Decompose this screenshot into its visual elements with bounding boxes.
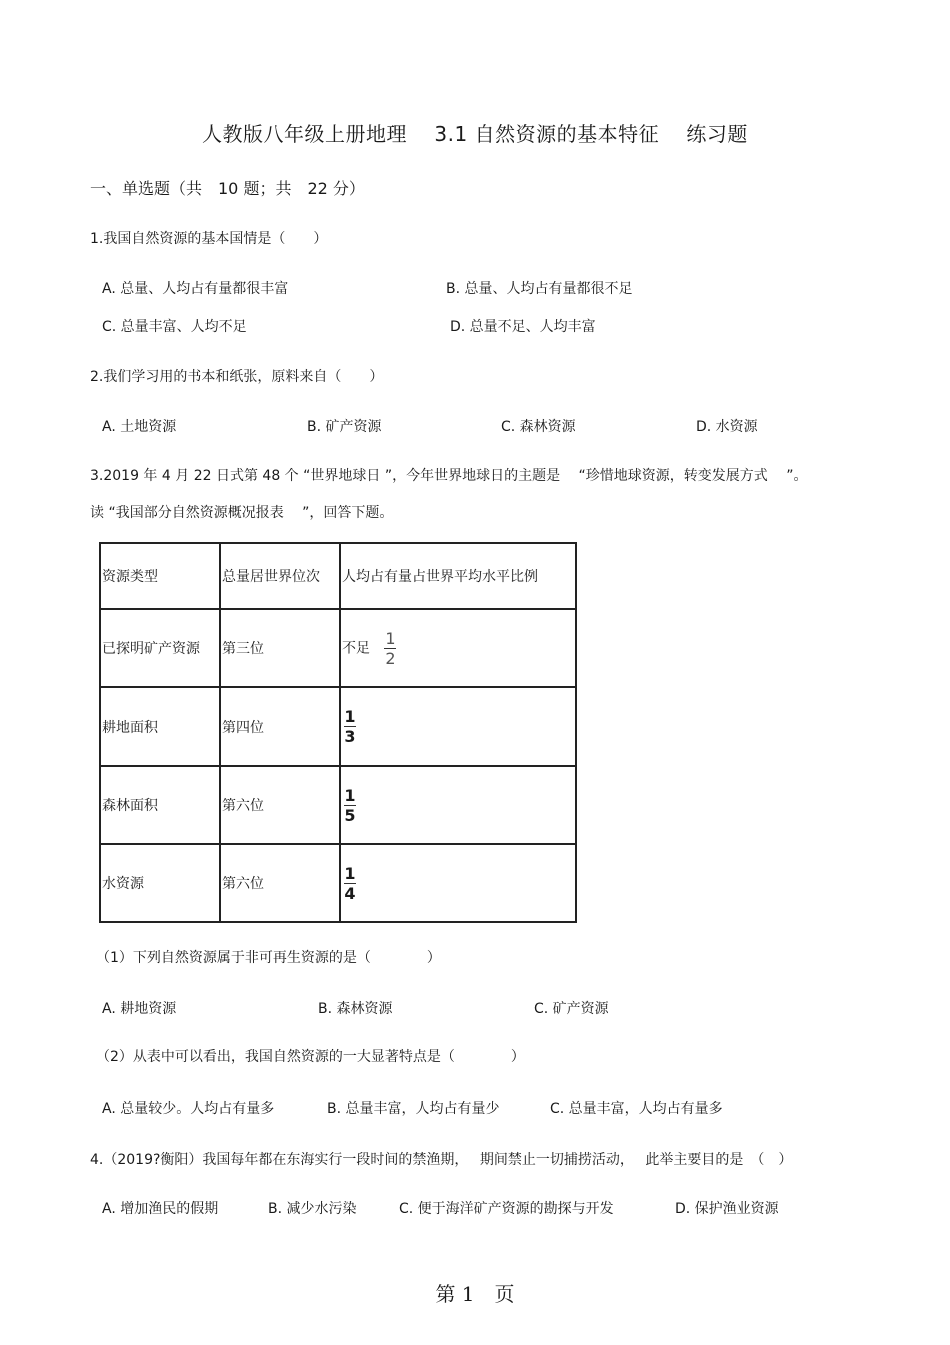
question-4-stem: 4.（2019?衡阳）我国每年都在东海实行一段时间的禁渔期， 期间禁止一切捕捞活动， 此举主要目的是 （ ） [90,1152,793,1168]
question-3-sub2-option-a: A. 总量较少。人均占有量多 [102,1101,275,1117]
cell-ratio [340,844,576,922]
table-row [100,844,576,922]
question-3-sub1-option-c: C. 矿产资源 [534,1001,609,1017]
cell-resource-type: 森林面积 [100,766,220,844]
cell-ratio [340,687,576,766]
question-1-option-a: A. 总量、人均占有量都很丰富 [102,281,289,297]
cell-world-rank: 第四位 [220,687,340,766]
header-per-capita-ratio: 人均占有量占世界平均水平比例 [340,543,576,609]
header-world-rank: 总量居世界位次 [220,543,340,609]
question-3-sub2-option-b: B. 总量丰富，人均占有量少 [327,1101,500,1117]
question-3-stem-line1: 3.2019 年 4 月 22 日式第 48 个 “世界地球日 ”，今年世界地球日的主题是 “珍惜地球资源，转变发展方式 ”。 [90,468,808,484]
question-3-sub1-option-a: A. 耕地资源 [102,1001,177,1017]
question-3-sub1-stem: （1）下列自然资源属于非可再生资源的是（ ） [96,950,441,966]
fraction-denominator: 3 [344,727,356,746]
table-row [100,609,576,687]
question-3-stem-line2: 读 “我国部分自然资源概况报表 ”，回答下题。 [90,505,394,521]
fraction-numerator: 1 [385,628,396,648]
page-number: 第 1 页 [435,1282,515,1306]
cell-world-rank: 第三位 [220,609,340,687]
header-resource-type: 资源类型 [100,543,220,609]
question-2-option-d: D. 水资源 [696,419,758,435]
question-3-sub2-stem: （2）从表中可以看出，我国自然资源的一大显著特点是（ ） [96,1049,525,1065]
question-1-stem: 1.我国自然资源的基本国情是（ ） [90,231,328,247]
cell-world-rank: 第六位 [220,844,340,922]
page-title: 人教版八年级上册地理 3.1 自然资源的基本特征 练习题 [202,122,748,146]
cell-resource-type: 已探明矿产资源 [100,609,220,687]
ratio-fraction [344,787,356,824]
section-heading: 一、单选题（共 10 题；共 22 分） [90,179,365,198]
table-row [100,766,576,844]
cell-world-rank: 第六位 [220,766,340,844]
cell-resource-type: 水资源 [100,844,220,922]
question-4-option-b: B. 减少水污染 [268,1201,357,1217]
fraction-numerator: 1 [344,785,356,805]
fraction-numerator: 1 [344,863,356,883]
question-1-option-b: B. 总量、人均占有量都很不足 [446,281,633,297]
fraction-denominator: 5 [344,805,356,825]
ratio-prefix: 不足 [342,640,370,656]
table-row [100,687,576,766]
question-2-option-b: B. 矿产资源 [307,419,382,435]
question-3-sub1-option-b: B. 森林资源 [318,1001,393,1017]
question-3-sub2-option-c: C. 总量丰富，人均占有量多 [550,1101,723,1117]
question-4-option-c: C. 便于海洋矿产资源的勘探与开发 [399,1201,614,1217]
question-1-option-c: C. 总量丰富、人均不足 [102,319,247,335]
question-2-option-c: C. 森林资源 [501,419,576,435]
table-header-row [100,543,576,609]
ratio-fraction [344,708,356,745]
question-4-option-d: D. 保护渔业资源 [675,1201,779,1217]
fraction-numerator: 1 [344,707,356,726]
cell-ratio [340,766,576,844]
question-4-option-a: A. 增加渔民的假期 [102,1201,219,1217]
fraction-denominator: 4 [344,883,356,903]
resource-table [99,542,577,923]
cell-ratio [340,609,576,687]
cell-resource-type: 耕地面积 [100,687,220,766]
ratio-fraction [384,630,396,667]
question-2-stem: 2.我们学习用的书本和纸张，原料来自（ ） [90,369,384,385]
question-2-option-a: A. 土地资源 [102,419,177,435]
question-1-option-d: D. 总量不足、人均丰富 [450,319,596,335]
fraction-denominator: 2 [385,648,396,668]
ratio-fraction [344,865,356,902]
